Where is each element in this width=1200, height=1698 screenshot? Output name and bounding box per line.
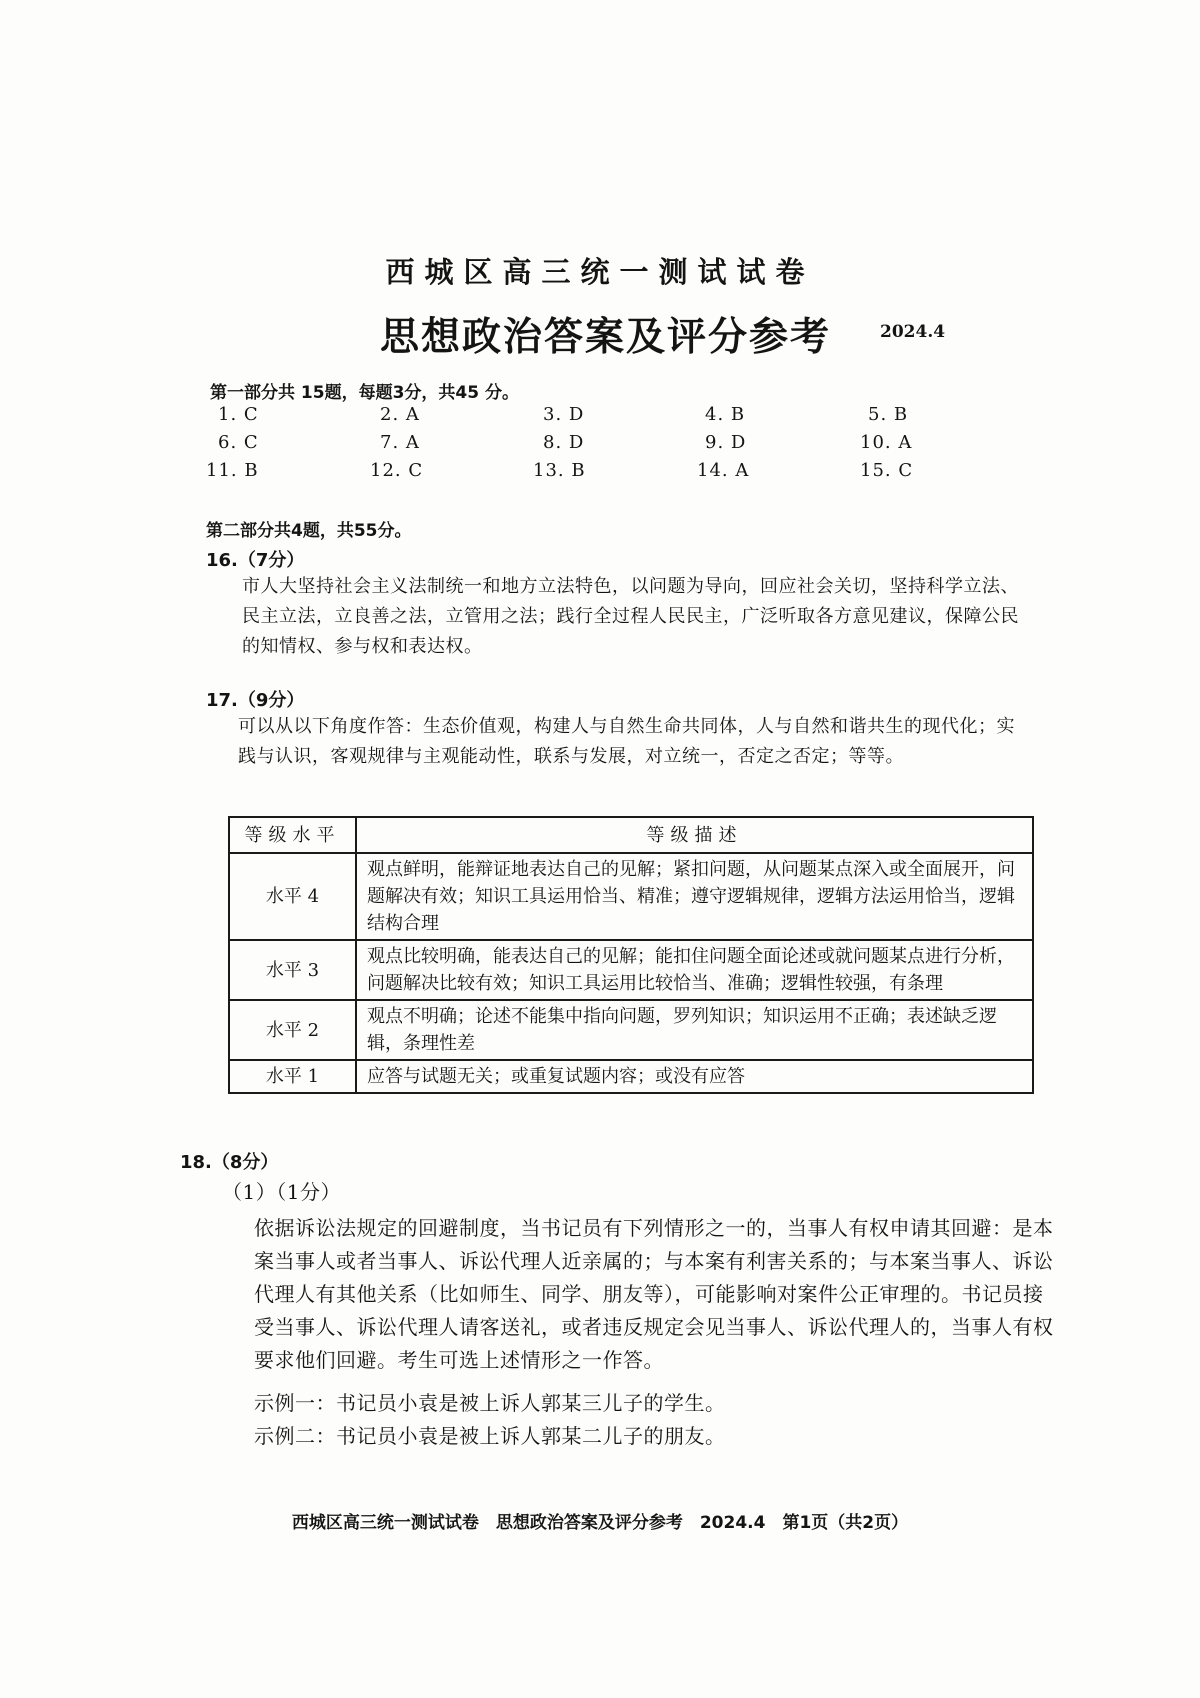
desc-cell: 观点比较明确，能表达自己的见解；能扣住问题全面论述或就问题某点进行分析，问题解决比较有效；知识工具运用比较恰当、准确；逻辑性较强，有条理 bbox=[356, 940, 1033, 1000]
q17-answer: 可以从以下角度作答：生态价值观，构建人与自然生命共同体，人与自然和谐共生的现代化；实践与认识，客观规律与主观能动性，联系与发展，对立统一，否定之否定；等等。 bbox=[238, 716, 1015, 767]
part2-heading: 第二部分共4题，共55分。 bbox=[206, 521, 412, 541]
table-row bbox=[229, 853, 1033, 940]
table-row bbox=[229, 1060, 1033, 1093]
q18-sub1-label: （1）（1分） bbox=[222, 1180, 341, 1204]
answer-item: 2. A bbox=[380, 404, 420, 425]
answer-item: 11. B bbox=[206, 460, 259, 481]
answer-item: 7. A bbox=[380, 432, 420, 453]
document-title: 思想政治答案及评分参考 bbox=[380, 315, 832, 360]
answer-item: 14. A bbox=[697, 460, 750, 481]
level-cell: 水平 1 bbox=[229, 1060, 356, 1093]
q18-label: 18.（8分） bbox=[180, 1152, 279, 1173]
q18-sub1-answer: 依据诉讼法规定的回避制度，当书记员有下列情形之一的，当事人有权申请其回避：是本案当事人或者当事人、诉讼代理人近亲属的；与本案有利害关系的；与本案当事人、诉讼代理人有其他关系（比如师生、同学、朋友等），可能影响对案件公正审理的。书记员接受当事人、诉讼代理人请客送礼，或者违反规定会见当事人、诉讼代理人的，当事人有权要求他们回避。考生可选上述情形之一作答。 bbox=[254, 1216, 1054, 1372]
table-row bbox=[229, 940, 1033, 1000]
exam-title: 西城区高三统一测试试卷 bbox=[385, 255, 815, 289]
answer-item: 10. A bbox=[860, 432, 913, 453]
table-header-level: 等级水平 bbox=[229, 817, 356, 853]
level-cell: 水平 2 bbox=[229, 1000, 356, 1060]
answer-item: 9. D bbox=[705, 432, 747, 453]
q17-label: 17.（9分） bbox=[206, 690, 305, 711]
desc-cell: 应答与试题无关；或重复试题内容；或没有应答 bbox=[356, 1060, 1033, 1093]
answer-item: 4. B bbox=[705, 404, 746, 425]
answer-item: 15. C bbox=[860, 460, 914, 481]
q18-example2: 示例二：书记员小袁是被上诉人郭某二儿子的朋友。 bbox=[254, 1424, 726, 1448]
q16-answer: 市人大坚持社会主义法制统一和地方立法特色，以问题为导向，回应社会关切，坚持科学立法、民主立法，立良善之法，立管用之法；践行全过程人民民主，广泛听取各方意见建议，保障公民的知情权、参与权和表达权。 bbox=[242, 576, 1019, 657]
level-cell: 水平 4 bbox=[229, 853, 356, 940]
document-date: 2024.4 bbox=[880, 322, 946, 342]
answer-item: 1. C bbox=[218, 404, 259, 425]
table-header-desc: 等级描述 bbox=[356, 817, 1033, 853]
page-footer: 西城区高三统一测试试卷 思想政治答案及评分参考 2024.4 第1页（共2页） bbox=[291, 1513, 909, 1533]
desc-cell: 观点不明确；论述不能集中指向问题，罗列知识；知识运用不正确；表述缺乏逻辑，条理性差 bbox=[356, 1000, 1033, 1060]
q18-example1: 示例一：书记员小袁是被上诉人郭某三儿子的学生。 bbox=[254, 1391, 726, 1415]
desc-cell: 观点鲜明，能辩证地表达自己的见解；紧扣问题，从问题某点深入或全面展开，问题解决有效；知识工具运用恰当、精准；遵守逻辑规律，逻辑方法运用恰当，逻辑结构合理 bbox=[356, 853, 1033, 940]
grading-table bbox=[228, 816, 1034, 1094]
answer-item: 6. C bbox=[218, 432, 259, 453]
level-cell: 水平 3 bbox=[229, 940, 356, 1000]
table-row bbox=[229, 1000, 1033, 1060]
answer-item: 8. D bbox=[543, 432, 585, 453]
q16-label: 16.（7分） bbox=[206, 550, 305, 571]
answer-item: 12. C bbox=[370, 460, 424, 481]
answer-item: 5. B bbox=[868, 404, 909, 425]
part1-heading: 第一部分共 15题，每题3分，共45 分。 bbox=[210, 383, 519, 403]
answer-item: 3. D bbox=[543, 404, 585, 425]
answer-item: 13. B bbox=[533, 460, 586, 481]
table-header-row bbox=[229, 817, 1033, 853]
